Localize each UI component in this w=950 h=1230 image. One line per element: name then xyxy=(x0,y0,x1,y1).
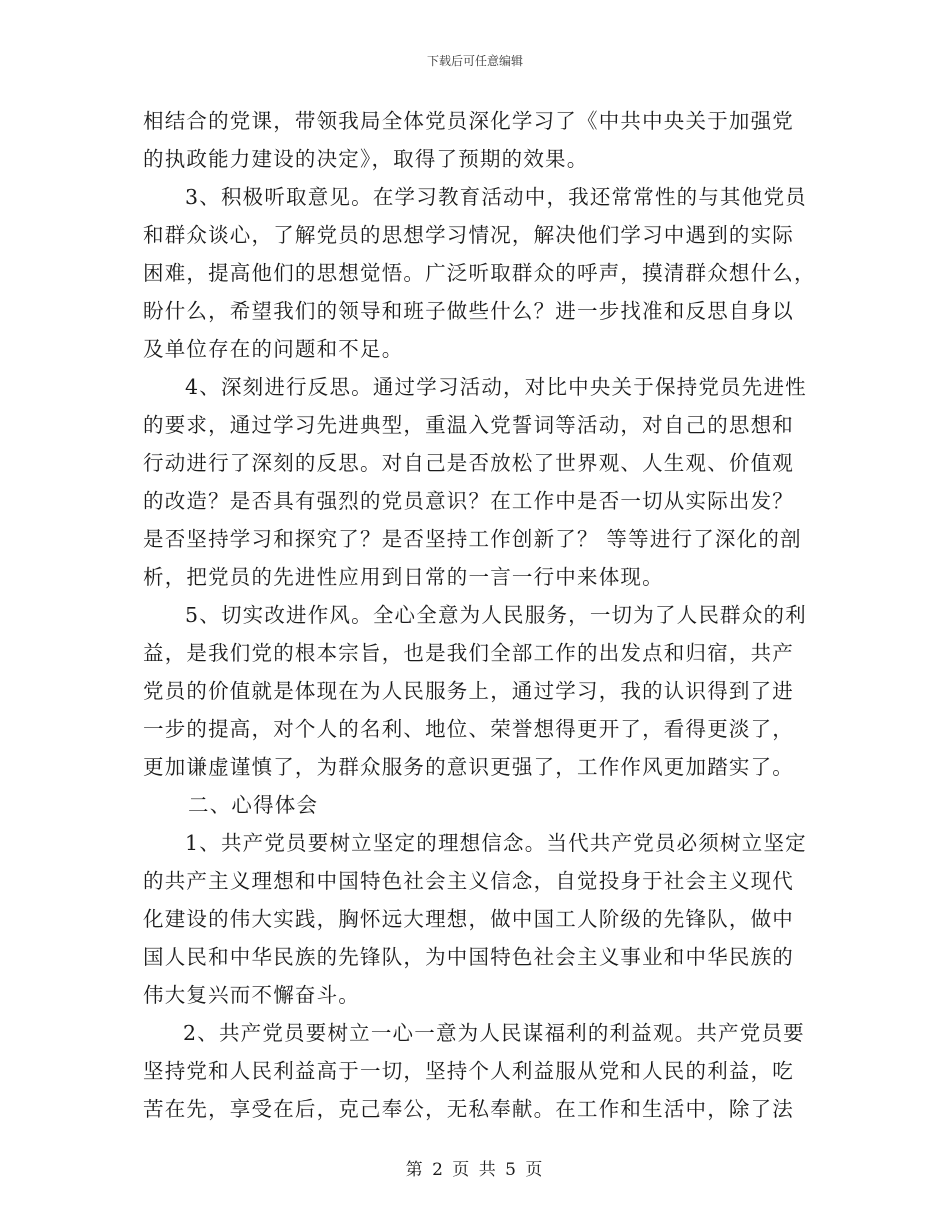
text-line: 国人民和中华民族的先锋队，为中国特色社会主义事业和中华民族的 xyxy=(143,945,794,969)
text-line: 伟大复兴而不懈奋斗。 xyxy=(143,983,360,1007)
text-line: 更加谦虚谨慎了，为群众服务的意识更强了，工作作风更加踏实了。 xyxy=(143,755,794,779)
text-line: 的执政能力建设的决定》，取得了预期的效果。 xyxy=(143,147,589,171)
text-line: 行动进行了深刻的反思。对自己是否放松了世界观、人生观、价值观 xyxy=(143,451,794,475)
text-line: 相结合的党课，带领我局全体党员深化学习了《中共中央关于加强党 xyxy=(143,109,794,133)
text-line: 的共产主义理想和中国特色社会主义信念，自觉投身于社会主义现代 xyxy=(143,869,794,893)
text-line: 的要求，通过学习先进典型，重温入党誓词等活动，对自己的思想和 xyxy=(143,413,794,437)
text-line: 和群众谈心，了解党员的思想学习情况，解决他们学习中遇到的实际 xyxy=(143,223,794,247)
page-footer: 第 2 页 共 5 页 xyxy=(405,1160,545,1180)
text-line: 盼什么，希望我们的领导和班子做些什么？进一步找准和反思自身以 xyxy=(143,299,794,323)
document-body xyxy=(143,102,816,1128)
text-line: 的改造？是否具有强烈的党员意识？在工作中是否一切从实际出发？ xyxy=(143,489,794,513)
paragraph-5-start: 5、切实改进作风。全心全意为人民服务，一切为了人民群众的利 xyxy=(185,603,807,627)
text-line: 困难，提高他们的思想觉悟。广泛听取群众的呼声，摸清群众想什么， xyxy=(143,261,816,285)
section-heading: 二、心得体会 xyxy=(188,793,319,817)
text-line: 坚持党和人民利益高于一切，坚持个人利益服从党和人民的利益，吃 xyxy=(143,1059,794,1083)
text-line: 益，是我们党的根本宗旨，也是我们全部工作的出发点和归宿，共产 xyxy=(143,641,794,665)
text-line: 苦在先，享受在后，克己奉公，无私奉献。在工作和生活中，除了法 xyxy=(143,1097,794,1121)
page-header: 下载后可任意编辑 xyxy=(426,54,523,68)
paragraph-3-start: 3、积极听取意见。在学习教育活动中，我还常常性的与其他党员 xyxy=(185,185,807,209)
text-line: 一步的提高，对个人的名利、地位、荣誉想得更开了，看得更淡了， xyxy=(143,717,794,741)
text-line: 析，把党员的先进性应用到日常的一言一行中来体现。 xyxy=(143,565,664,589)
text-line: 是否坚持学习和探究了？是否坚持工作创新了？ 等等进行了深化的剖 xyxy=(143,527,802,551)
text-line: 化建设的伟大实践，胸怀远大理想，做中国工人阶级的先锋队，做中 xyxy=(143,907,794,931)
text-line: 党员的价值就是体现在为人民服务上，通过学习，我的认识得到了进 xyxy=(143,679,794,703)
insight-2-start: 2、共产党员要树立一心一意为人民谋福利的利益观。共产党员要 xyxy=(183,1021,805,1045)
paragraph-4-start: 4、深刻进行反思。通过学习活动，对比中央关于保持党员先进性 xyxy=(185,375,807,399)
insight-1-start: 1、共产党员要树立坚定的理想信念。当代共产党员必须树立坚定 xyxy=(185,831,807,855)
text-line: 及单位存在的问题和不足。 xyxy=(143,337,404,361)
